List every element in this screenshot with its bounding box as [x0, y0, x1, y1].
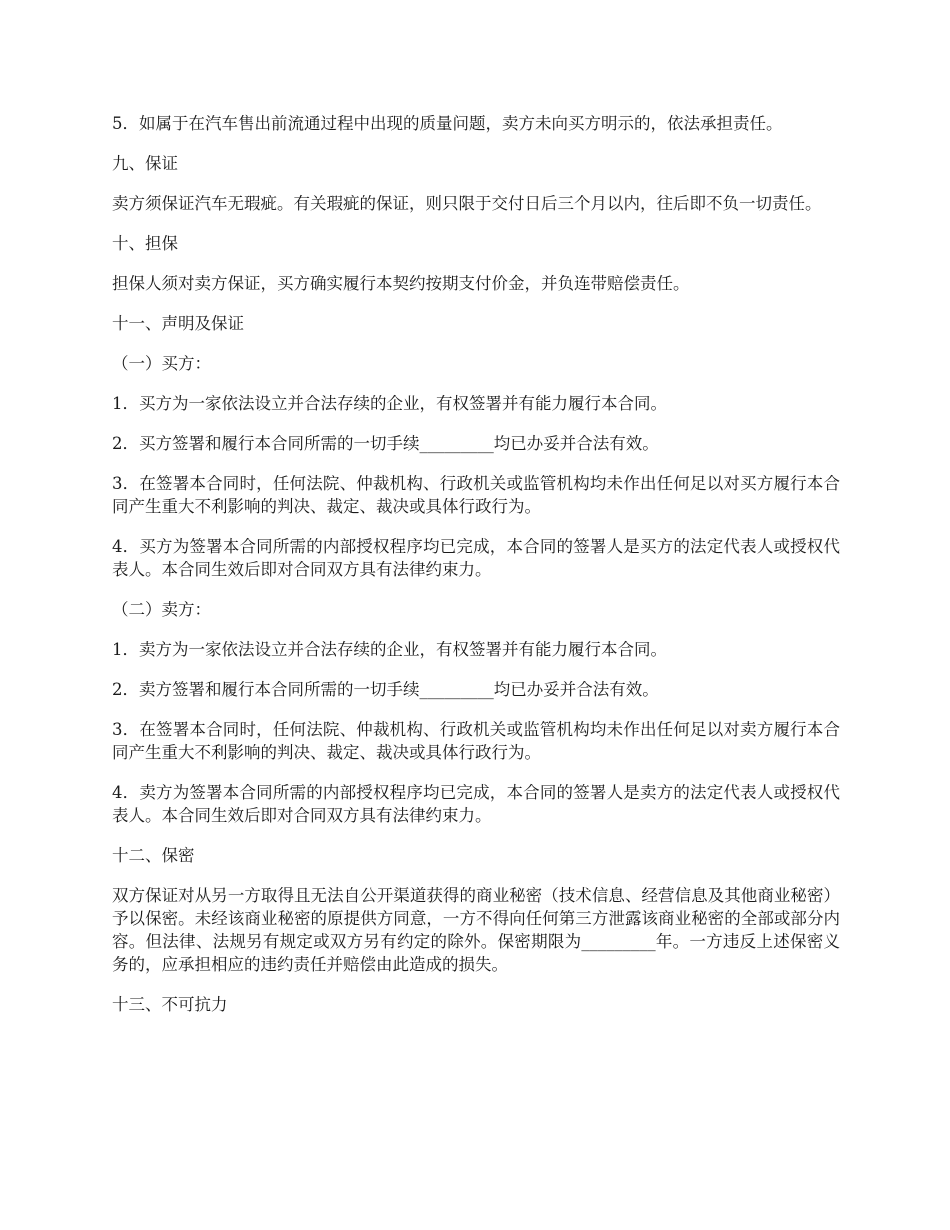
paragraph-seller-clause-2: 2．卖方签署和履行本合同所需的一切手续_________均已办妥并合法有效。 — [112, 680, 659, 699]
paragraph-buyer-clause-4: 4．买方为签署本合同所需的内部授权程序均已完成，本合同的签署人是买方的法定代表人或授权代表人。本合同生效后即对合同双方具有法律约束力。 — [112, 537, 840, 579]
paragraph-quality-liability: 5．如属于在汽车售出前流通过程中出现的质量问题，卖方未向买方明示的，依法承担责任。 — [112, 114, 783, 133]
paragraph-buyer-clause-1: 1．买方为一家依法设立并合法存续的企业，有权签署并有能力履行本合同。 — [112, 394, 667, 413]
paragraph-seller-clause-1: 1．卖方为一家依法设立并合法存续的企业，有权签署并有能力履行本合同。 — [112, 640, 667, 659]
paragraph-confidentiality: 双方保证对从另一方取得且无法自公开渠道获得的商业秘密（技术信息、经营信息及其他商业秘密）予以保密。未经该商业秘密的原提供方同意，一方不得向任何第三方泄露该商业秘密的全部或部分内容。但法律、法规另有规定或双方另有约定的除外。保密期限为_________年。一方违反上述保密义务的，应承担相应的违约责任并赔偿由此造成的损失。 — [112, 886, 840, 974]
section-heading-guarantee: 十、担保 — [112, 234, 178, 253]
subheading-seller: （二）卖方： — [112, 600, 211, 619]
paragraph-guarantor: 担保人须对卖方保证，买方确实履行本契约按期支付价金，并负连带赔偿责任。 — [112, 274, 690, 293]
paragraph-defect-warranty: 卖方须保证汽车无瑕疵。有关瑕疵的保证，则只限于交付日后三个月以内，往后即不负一切责任。 — [112, 194, 822, 213]
section-heading-confidentiality: 十二、保密 — [112, 846, 195, 865]
paragraph-buyer-clause-2: 2．买方签署和履行本合同所需的一切手续_________均已办妥并合法有效。 — [112, 434, 659, 453]
section-heading-force-majeure: 十三、不可抗力 — [112, 995, 228, 1014]
section-heading-warranty: 九、保证 — [112, 154, 178, 173]
paragraph-buyer-clause-3: 3．在签署本合同时，任何法院、仲裁机构、行政机关或监管机构均未作出任何足以对买方履行本合同产生重大不利影响的判决、裁定、裁决或具体行政行为。 — [112, 474, 840, 516]
subheading-buyer: （一）买方： — [112, 354, 211, 373]
paragraph-seller-clause-4: 4．卖方为签署本合同所需的内部授权程序均已完成，本合同的签署人是卖方的法定代表人或授权代表人。本合同生效后即对合同双方具有法律约束力。 — [112, 783, 840, 825]
section-heading-representations: 十一、声明及保证 — [112, 314, 244, 333]
document-page — [112, 112, 840, 1033]
paragraph-seller-clause-3: 3．在签署本合同时，任何法院、仲裁机构、行政机关或监管机构均未作出任何足以对卖方履行本合同产生重大不利影响的判决、裁定、裁决或具体行政行为。 — [112, 720, 840, 762]
